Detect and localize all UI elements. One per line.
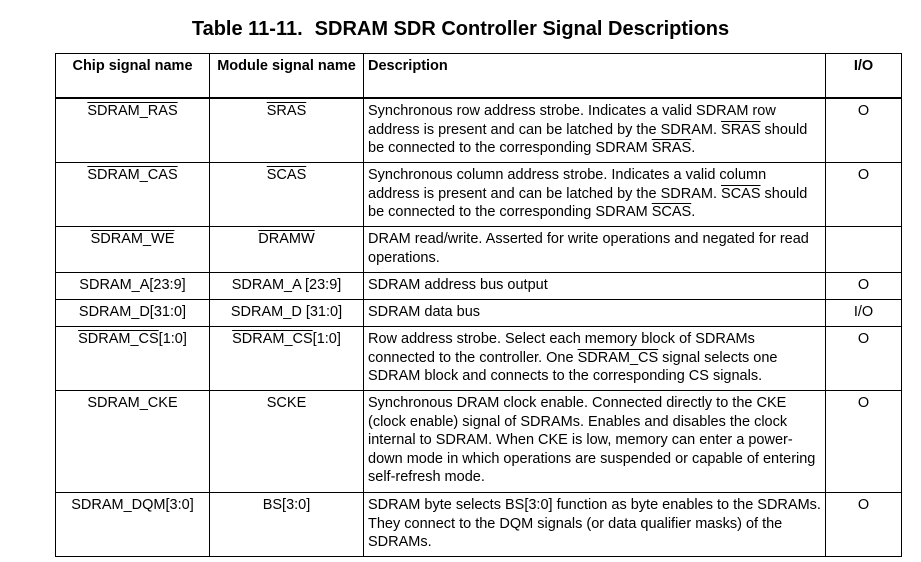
io-cell: I/O <box>826 300 902 327</box>
io-cell: O <box>826 327 902 391</box>
table-caption: SDRAM SDR Controller Signal Descriptions <box>314 18 730 40</box>
table-row <box>56 227 902 273</box>
chip-signal-cell: SDRAM_A[23:9] <box>56 273 210 300</box>
module-signal-name: SRAS <box>266 103 307 119</box>
header-description: Description <box>364 54 826 99</box>
chip-signal-name: SDRAM_WE <box>90 231 175 247</box>
table-row <box>56 98 902 163</box>
description-signal: SDRAM_CS <box>577 349 659 366</box>
module-signal-cell <box>210 98 364 163</box>
chip-signal-cell <box>56 98 210 163</box>
description-text: should be connected to the corresponding SDRAM <box>368 121 808 156</box>
header-io: I/O <box>826 54 902 99</box>
module-signal-cell <box>210 227 364 273</box>
description-cell: SDRAM address bus output <box>364 273 826 300</box>
description-cell <box>364 327 826 391</box>
module-signal-cell <box>210 163 364 227</box>
description-text: should be connected to the corresponding SDRAM <box>368 185 808 220</box>
header-module-signal-name: Module signal name <box>210 54 364 99</box>
chip-signal-cell: SDRAM_D[31:0] <box>56 300 210 327</box>
description-cell: DRAM read/write. Asserted for write operations and negated for read operations. <box>364 227 826 273</box>
table-row <box>56 300 902 327</box>
table-row <box>56 493 902 557</box>
description-cell: SDRAM data bus <box>364 300 826 327</box>
chip-signal-cell: SDRAM_DQM[3:0] <box>56 493 210 557</box>
module-signal-cell: BS[3:0] <box>210 493 364 557</box>
io-cell: O <box>826 391 902 493</box>
description-text: . <box>691 204 696 220</box>
header-row <box>56 54 902 99</box>
table-row <box>56 163 902 227</box>
io-cell: O <box>826 98 902 163</box>
table-title <box>0 18 921 41</box>
description-text: Row address strobe. Select each memory block of SDRAMs connected to the controller. One <box>368 331 755 366</box>
description-text: signal selects one SDRAM block and connects to the corresponding CS signals. <box>368 349 778 384</box>
description-text: Synchronous column address strobe. Indicates a valid column address is present and can be latched by the SDRAM. <box>368 167 767 202</box>
io-cell <box>826 227 902 273</box>
module-signal-cell: SCKE <box>210 391 364 493</box>
table-row <box>56 273 902 300</box>
table-number: Table 11-11. <box>191 18 303 40</box>
table-row <box>56 391 902 493</box>
chip-signal-range: [1:0] <box>158 331 187 347</box>
description-cell <box>364 163 826 227</box>
io-cell: O <box>826 273 902 300</box>
header-chip-signal-name: Chip signal name <box>56 54 210 99</box>
description-cell: Synchronous DRAM clock enable. Connected directly to the CKE (clock enable) signal of SDRAMs. Enables and disables the clock internal to SDRAM. When CKE is low, memory can enter a power-down mode in which operations are suspended or capable of entering self-refresh mode. <box>364 391 826 493</box>
chip-signal-name: SDRAM_CS <box>78 331 159 347</box>
module-signal-name: SDRAM_CS <box>232 331 313 347</box>
chip-signal-cell <box>56 227 210 273</box>
module-signal-cell: SDRAM_A [23:9] <box>210 273 364 300</box>
description-text: Synchronous row address strobe. Indicates a valid SDRAM row address is present and can be latched by the SDRAM. <box>368 103 776 138</box>
table-row <box>56 327 902 391</box>
description-signal: SRAS <box>651 140 692 156</box>
description-signal: SCAS <box>721 185 761 202</box>
module-signal-name: SCAS <box>266 167 307 183</box>
chip-signal-name: SDRAM_CAS <box>87 167 178 183</box>
signal-table <box>55 53 902 557</box>
module-signal-cell <box>210 327 364 391</box>
description-cell: SDRAM byte selects BS[3:0] function as byte enables to the SDRAMs. They connect to the DQM signals (or data qualifier masks) of the SDRAMs. <box>364 493 826 557</box>
module-signal-range: [1:0] <box>312 331 341 347</box>
chip-signal-name: SDRAM_RAS <box>87 103 178 119</box>
module-signal-name: DRAMW <box>258 231 315 247</box>
description-signal: SCAS <box>651 204 692 220</box>
description-cell <box>364 98 826 163</box>
io-cell: O <box>826 493 902 557</box>
module-signal-cell: SDRAM_D [31:0] <box>210 300 364 327</box>
io-cell: O <box>826 163 902 227</box>
description-text: . <box>691 140 696 156</box>
chip-signal-cell <box>56 163 210 227</box>
chip-signal-cell: SDRAM_CKE <box>56 391 210 493</box>
chip-signal-cell <box>56 327 210 391</box>
description-signal: SRAS <box>721 121 761 138</box>
